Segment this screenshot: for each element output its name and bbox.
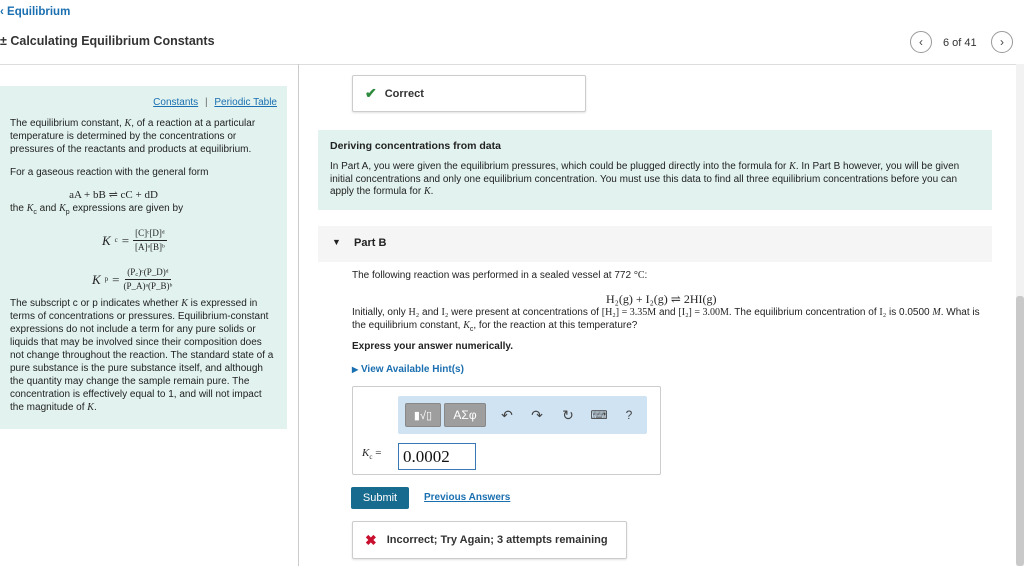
page-indicator: 6 of 41 xyxy=(943,37,977,49)
header-divider xyxy=(0,64,1024,65)
info-heading: Deriving concentrations from data xyxy=(330,140,501,152)
previous-answers-link[interactable]: Previous Answers xyxy=(424,492,511,503)
checkmark-icon: ✔ xyxy=(365,85,377,101)
link-separator: | xyxy=(204,97,208,108)
scrollbar-thumb[interactable] xyxy=(1016,296,1024,566)
sidebar-para-3: the $K_c$ and $K_p$ expressions are given by xyxy=(10,203,184,216)
reaction-equation: H₂(g) + I₂(g) ⇌ 2HI(g) xyxy=(606,292,717,306)
back-link-label: Equilibrium xyxy=(7,6,71,18)
question-body: Initially, only H₂ and I₂ were present at concentrations of [H₂] = 3.35M and [I₂] = 3.00M. The equilibrium concentration of I₂ is 0.0500 M. What is the equilibrium constant, $K_c$, for the reaction at this temperature? xyxy=(352,307,980,333)
sidebar xyxy=(0,86,287,429)
submit-button[interactable]: Submit xyxy=(351,487,409,509)
answer-label: $K_c$ = xyxy=(362,447,382,462)
periodic-table-link[interactable]: Periodic Table xyxy=(214,97,277,108)
constants-link[interactable]: Constants xyxy=(153,97,199,108)
page-title: ± Calculating Equilibrium Constants xyxy=(0,34,215,48)
chevron-right-icon: › xyxy=(1000,35,1004,49)
column-divider xyxy=(298,64,299,566)
general-reaction: aA + bB ⇌ cC + dD xyxy=(69,189,158,201)
template-icon: ▮√▯ xyxy=(413,409,433,422)
previous-page-button[interactable] xyxy=(910,31,932,53)
part-b-label: Part B xyxy=(354,237,387,249)
answer-instruction: Express your answer numerically. xyxy=(352,341,514,352)
part-b-header[interactable] xyxy=(318,226,992,262)
view-hints-link[interactable]: ▶ View Available Hint(s) xyxy=(352,364,464,375)
back-link[interactable] xyxy=(0,6,70,18)
info-body: In Part A, you were given the equilibrium pressures, which could be plugged directly into the formula for K. In Part B however, you will be given initial concentrations and only one equilibrium concentration. You must use this data to find all three equilibrium concentrations before you can apply the formula for K. xyxy=(330,160,960,198)
answer-input[interactable]: 0.0002 xyxy=(398,443,476,470)
sidebar-para-1: The equilibrium constant, K, of a reaction at a particular temperature is determined by the concentrations or pressures of the reactants and products at equilibrium. xyxy=(10,118,256,155)
sidebar-para-2: For a gaseous reaction with the general form xyxy=(10,167,209,178)
question-intro: The following reaction was performed in a sealed vessel at 772 °C: xyxy=(352,270,648,281)
greek-symbols-button[interactable]: ΑΣφ xyxy=(444,403,486,427)
next-page-button[interactable] xyxy=(991,31,1013,53)
reset-icon[interactable]: ↻ xyxy=(562,406,574,423)
chevron-left-icon: ‹ xyxy=(919,35,923,49)
correct-feedback: ✔ Correct xyxy=(352,75,586,112)
info-box xyxy=(318,130,992,210)
caret-right-icon: ▶ xyxy=(352,365,359,374)
redo-icon[interactable]: ↷ xyxy=(531,406,543,423)
kp-expression: K p = $\frac{\text{(P꜀)ᶜ(P\_D)ᵈ}}{\text{(P\_A)ᵃ(P\_B)ᵇ}}$ xyxy=(92,267,173,291)
chevron-left-icon: ‹ xyxy=(0,6,4,18)
kc-expression: K c = $\frac{\text{[C]ᶜ[D]ᵈ}}{\text{[A]ᵃ[B]ᵇ}}$ xyxy=(102,228,165,252)
x-icon: ✖ xyxy=(365,531,377,548)
incorrect-feedback: ✖ Incorrect; Try Again; 3 attempts remaining xyxy=(352,521,627,559)
help-button[interactable]: ? xyxy=(625,408,633,422)
math-toolbar xyxy=(398,396,647,434)
template-button[interactable] xyxy=(405,403,441,427)
keyboard-icon[interactable]: ⌨ xyxy=(590,408,608,422)
sidebar-links xyxy=(10,96,277,109)
plus-minus-icon: ± xyxy=(0,34,7,48)
sidebar-para-4: The subscript c or p indicates whether K is expressed in terms of concentrations or pressures. Equilibrium-constant expressions do not include a term for any pure solids or liquids that may be involved since their composition does not change throughout the reaction. The standard state of a pure substance is the pure substance itself, and although the quantity may change the sample remain pure. The concentration is effectively equal to 1, and will not impact the magnitude of K. xyxy=(10,298,274,413)
caret-down-icon: ▼ xyxy=(332,237,341,247)
undo-icon[interactable]: ↶ xyxy=(501,406,513,423)
